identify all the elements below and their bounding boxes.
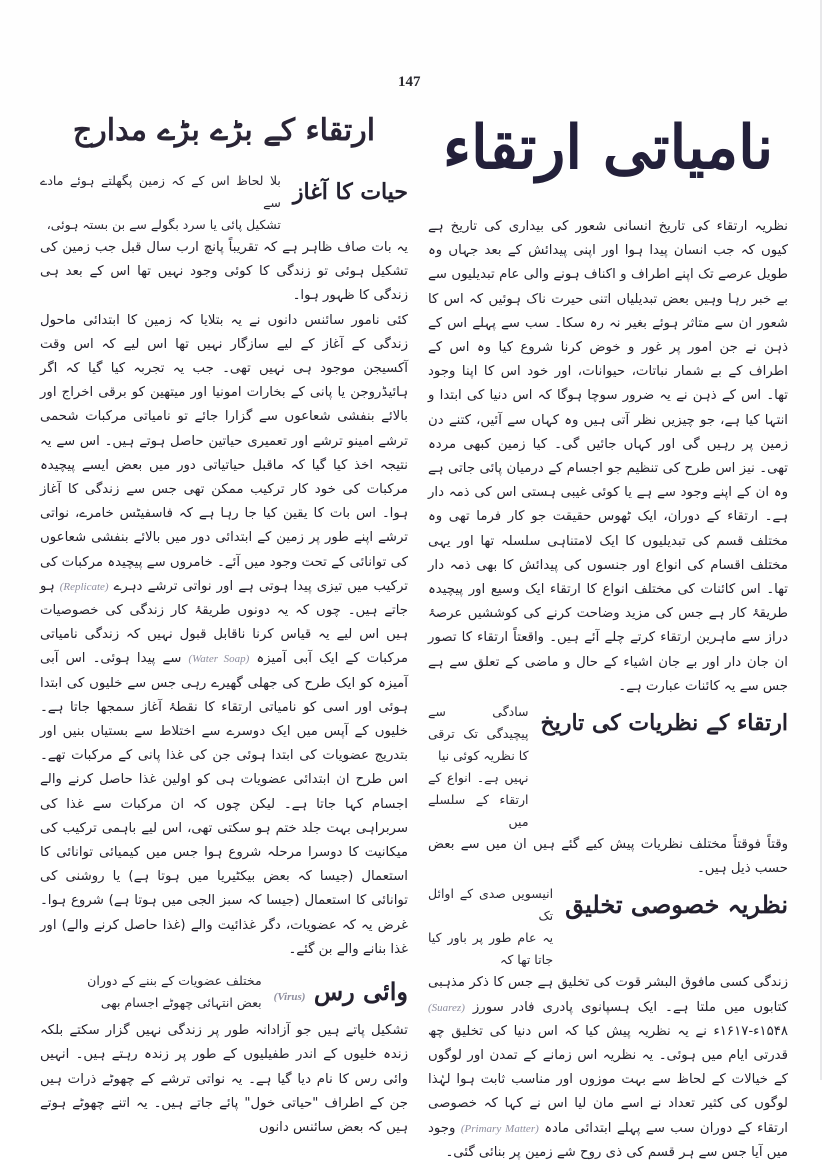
section-special-creation bbox=[428, 883, 788, 971]
paragraph: نظریہ ارتقاء کی تاریخ انسانی شعور کی بیداری کی تاریخ ہے کیوں کہ جب انسان پیدا ہوا اور اپنی پیدائش کے بعد جہاں وہ طویل عرصے تک اپنے اطراف و اکناف ہونے والی عام تبدیلیوں سے بے خبر رہا وہیں بعض تبدیلیاں اتنی حیرت ناک ہوئیں کہ اس کا شعور ان سے متاثر ہوئے بغیر نہ رہ سکا۔ سب سے پہلے اس کے ذہن نے جن امور پر غور و خوض کرنا شروع کیا وہ اس کے اطراف کے بے شمار نباتات، حیوانات، اور خود اس کا اپنا وجود تھا۔ اس کے ذہن نے یہ ضرور سوچا ہوگا کہ اس دنیا کی ابتدا و انتہا کیا ہے، جو چیزیں نظر آتی ہیں وہ کہاں سے آئیں، کتنے دن زمین پر رہیں گی اور کہاں جائیں گی۔ کیا زمین کبھی مردہ تھی۔ نیز اس طرح کی تنظیم جو اجسام کے درمیان پائی جاتی ہے وہ ان کے اپنے وجود سے ہے یا کوئی غیبی ہستی اس کی ذمہ دار ہے۔ ارتقاء کے دوران، ایک ٹھوس حقیقت جو کار فرما تھی وہ مختلف قسم کی تبدیلیوں کا ایک لامتناہی سلسلہ تھا اور یہی مختلف اقسام کی انواع اور جنسوں کی پیدائش کا بھی ذمہ دار تھا۔ اس کائنات کی مختلف انواع کا ارتقاء ایک وسیع اور پیچیدہ طریقۂ کار ہے جس کی مزید وضاحت کرنے کی کوششیں عرصۂ دراز سے ماہرین ارتقاء کرتے چلے آئے ہیں۔ واقعتاً ارتقاء کا تصور ان جان دار اور بے جان اشیاء کے حال و ماضی کے تعلق سے ہے جس سے یہ کائنات عبارت ہے۔ bbox=[428, 219, 788, 694]
lead-line: بلا لحاظ اس کے کہ زمین پگھلتے ہوئے مادے سے bbox=[40, 173, 281, 210]
lead-line: یہ عام طور پر باور کیا جاتا تھا کہ bbox=[428, 930, 554, 968]
paragraph: یہ بات صاف ظاہر ہے کہ تقریباً پانچ ارب سال قبل جب زمین کی تشکیل ہوئی تو زندگی کا کوئی وجود نہیں تھا اس کے بعد ہی زندگی کا ظہور ہوا۔ bbox=[40, 240, 408, 304]
section-heading-special-creation: نظریہ خصوصی تخلیق bbox=[565, 890, 788, 920]
heading-text: وائی رس bbox=[313, 977, 408, 1007]
lead-line: تشکیل پائی یا سرد بگولے سے بن بستہ ہوئی، bbox=[46, 217, 281, 232]
section-history-of-theories bbox=[428, 701, 788, 833]
paragraph-text: ۱۶۱۷ء نے یہ نظریہ پیش کیا کہ اس دنیا کی تخلیق چھ قدرتی ایام میں ہوئی۔ یہ نظریہ اس زمانے کے تمدن اور لوگوں کے خیالات کے لحاظ سے بہت موزوں اور مناسب ثابت ہوا لہٰذا لوگوں کی کثیر تعداد نے اسے مان لیا اس نے کہا کہ خصوصی ارتقاء کے دوران سب سے پہلے ابتدائی مادہ bbox=[428, 1023, 788, 1136]
section-origin-of-life bbox=[40, 170, 408, 236]
section-virus bbox=[40, 970, 408, 1019]
section-lead bbox=[428, 701, 529, 833]
lead-line: سادگی سے پیچیدگی تک ترقی کا نظریہ کوئی نیا bbox=[428, 704, 529, 764]
section-lead bbox=[87, 970, 261, 1014]
paragraph: تشکیل پاتے ہیں جو آزادانہ طور پر زندگی نہیں گزار سکتے بلکہ زندہ خلیوں کے اندر طفیلیوں کے طور پر زندہ رہتے ہیں۔ انہیں وائی رس کا نام دیا گیا ہے۔ یہ نواتی ترشے کے چھوٹے ذرات ہیں جن کے اطراف "حیاتی خول" پائے جاتے ہیں۔ یہ اتنے چھوٹے ہوتے ہیں کہ بعض سائنس دانوں bbox=[40, 1023, 408, 1135]
lead-line: مختلف عضویات کے بننے کے دوران bbox=[87, 973, 262, 989]
paragraph bbox=[40, 309, 408, 962]
latin-term: (Suarez) bbox=[428, 1001, 465, 1014]
paragraph: وقتاً فوقتاً مختلف نظریات پیش کیے گئے ہیں ان میں سے بعض حسب ذیل ہیں۔ bbox=[428, 837, 788, 877]
lead-line: نہیں ہے۔ انواع کے ارتقاء کے سلسلے میں bbox=[428, 770, 529, 830]
paragraph-text: کئی نامور سائنس دانوں نے یہ بتلایا کہ زمین کا ابتدائی ماحول زندگی کے آغاز کے لیے سازگار نہیں تھا اس لیے کہ اس وقت آکسیجن موجود ہی نہیں تھی۔ جب یہ تجربہ کیا گیا کہ اگر ہائیڈروجن یا پانی کے بخارات امونیا اور میتھین کو برقی اخراج اور بالائے بنفشی شعاعوں سے گزارا جائے تو نامیاتی مرکبات شحمی ترشے امینو ترشے اور تعمیری حیاتین حاصل ہوتے ہیں۔ اس سے یہ نتیجہ اخذ کیا گیا کہ ماقبل حیاتیاتی دور میں بعض ایسے پیچیدہ مرکبات کی خود کار ترکیب ممکن تھی جس سے زندگی کا آغاز ہوا۔ اس بات کا یقین کیا جا رہا ہے کہ فاسفیٹس خامرے، نواتی ترشے اپنے طور پر زمین کے ابتدائی دور میں بالائے بنفشی شعاعوں کی توانائی کے تحت وجود میں آئے۔ خامروں سے پیچیدہ مرکبات کی ترکیب میں تیزی پیدا ہوتی ہے اور نواتی ترشے دہرے bbox=[40, 312, 408, 594]
chapter-title-organic-evolution: نامیاتی ارتقاء bbox=[442, 113, 774, 183]
latin-term: (Water Soap) bbox=[188, 653, 250, 666]
page-number: 147 bbox=[398, 74, 421, 90]
section-heading-history-of-theories: ارتقاء کے نظریات کی تاریخ bbox=[540, 710, 788, 737]
latin-term: (Replicate) bbox=[59, 580, 109, 593]
right-column bbox=[428, 115, 788, 1165]
paragraph-text: سے پیدا ہوئی۔ اس آبی آمیزہ کو ایک طرح کی جھلی گھیرے رہی جس سے خلیوں کی ابتدا ہوئی اور اسی کو نامیاتی ارتقاء کا نقطۂ آغاز سمجھا جاتا ہے۔ خلیوں کے آپس میں ایک دوسرے سے اختلاط سے بستیاں بنیں اور بتدریج عضویات کی ابتدا ہوئی جن کی غذا پانی کے مرکبات تھے۔ اس طرح ان ابتدائی عضویات ہی کو اولین غذا حاصل کرنے والے اجسام کہا جاتا ہے۔ لیکن چوں کہ ان مرکبات سے غذا کی سربراہی بہت جلد ختم ہو سکتی تھی، اس لیے باہمی ترکیب کی میکانیت کا دوسرا مرحلہ شروع ہوا جس میں کیمیائی توانائی کا استعمال (جیسا کہ بعض بیکٹیریا میں ہوتا ہے) یا روشنی کی توانائی کا استعمال (جیسا کہ سبز الجی میں ہوتا ہے) شروع ہوا۔ غرض یہ کہ عضویات، دگر غذائیت والے (غذا حاصل کرنے والے) اور غذا بنانے والے بن گئے۔ bbox=[40, 651, 408, 957]
section-lead bbox=[428, 883, 553, 971]
chapter-title-major-stages: ارتقاء کے بڑے بڑے مدارج bbox=[72, 113, 376, 148]
paragraph bbox=[428, 971, 788, 1165]
paragraph-text: ہو جاتے ہیں۔ چوں کہ یہ دونوں طریقۂ کار زندگی کی خصوصیات ہیں اس لیے یہ قیاس کرنا ناقابل قبول نہیں کہ زندگی نامیاتی مرکبات کے ایک آبی آمیزہ bbox=[40, 578, 408, 667]
lead-line: بعض انتہائی چھوٹے اجسام بھی bbox=[100, 995, 262, 1011]
years: ۱۵۴۸ء- bbox=[748, 1023, 788, 1039]
section-heading-virus bbox=[274, 970, 408, 1019]
paragraph-text: زندگی کسی مافوق البشر قوت کی تخلیق ہے جس کا ذکر مذہبی کتابوں میں ملتا ہے۔ ایک ہسپانوی پادری فادر سورز bbox=[428, 975, 788, 1015]
latin-term: (Primary Matter) bbox=[460, 1122, 539, 1135]
latin-term: (Virus) bbox=[273, 991, 306, 1004]
section-lead bbox=[40, 170, 281, 236]
paragraph-text: وجود میں آیا جس سے ہر قسم کی ذی روح شے زمین پر بنائی گئی۔ bbox=[428, 1120, 788, 1160]
lead-line: انیسویں صدی کے اوائل تک bbox=[428, 886, 554, 924]
left-column bbox=[40, 105, 408, 1140]
section-heading-origin-of-life: حیات کا آغاز bbox=[292, 179, 408, 205]
